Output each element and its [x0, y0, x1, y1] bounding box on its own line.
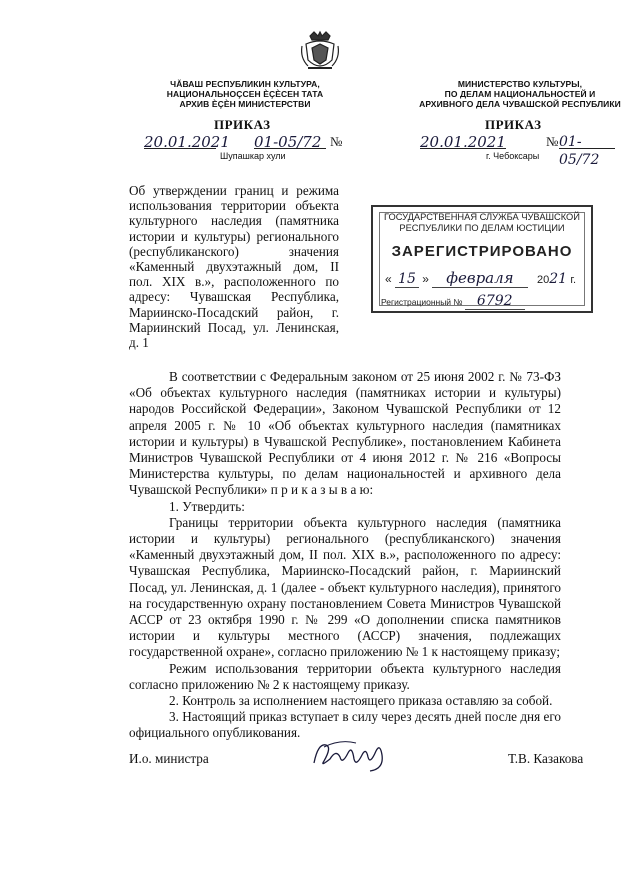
stamp-agency: [373, 212, 591, 234]
stamp-date: [385, 269, 576, 287]
stamp-status: ЗАРЕГИСТРИРОВАНО: [391, 243, 573, 260]
header-right-line: ПО ДЕЛАМ НАЦИОНАЛЬНОСТЕЙ И: [444, 89, 596, 99]
header-right-line: МИНИСТЕРСТВО КУЛЬТУРЫ,: [457, 79, 583, 89]
handwritten-signature: [310, 735, 390, 775]
item-1-paragraph: 1. Утвердить:: [169, 498, 245, 514]
header-left-line: ЧӐВАШ РЕСПУБЛИКИН КУЛЬТУРА,: [170, 79, 320, 89]
stamp-year-prefix: 20: [536, 274, 550, 286]
stamp-close-quote: »: [422, 272, 429, 286]
item-1b-paragraph: Режим использования территории объекта культурного наследия согласно приложению № 2 к настоящему приказу.: [129, 660, 561, 692]
number-field-left: [254, 133, 326, 149]
stamp-year-letter: г.: [570, 274, 577, 286]
date-field-left: [144, 133, 230, 151]
number-field-right: [559, 133, 615, 168]
document-body: [129, 369, 561, 742]
doc-type-left: ПРИКАЗ: [214, 117, 271, 132]
header-right-organization: [410, 79, 630, 109]
item-3-paragraph: 3. Настоящий приказ вступает в силу через десять дней после дня его официального опубликования.: [129, 709, 561, 741]
stamp-agency-line: ГОСУДАРСТВЕННАЯ СЛУЖБА ЧУВАШСКОЙ: [384, 212, 580, 222]
number-left: 01-05/72: [254, 133, 322, 151]
coat-of-arms-emblem: [298, 30, 342, 74]
stamp-reg-label: Регистрационный №: [381, 297, 463, 307]
signatory-position: И.о. министра: [129, 751, 209, 766]
stamp-month: февраля: [432, 269, 527, 288]
date-left: 20.01.2021: [144, 133, 230, 151]
stamp-open-quote: «: [385, 272, 392, 286]
item-1a-paragraph: Границы территории объекта культурного наследия (памятника истории и культуры) регионального (республиканского) значения «Каменный двухэтажный дом, II пол. XIX в.», расположенного по адресу: Чувашская Республика, Мариинско-Посадский район, г. Мариинский Посад, ул. Ленинская, д. 1 (далее - объект культурного наследия), принятого на государственную охрану постановлением Совета Министров Чувашской АССР от 23 октября 1990 г. № 299 «О дополнении списка памятников истории и культуры местного (АССР) значения, подлежащих государственной охране», согласно приложению № 1 к настоящему приказу;: [129, 514, 561, 660]
date-field-right: [420, 133, 506, 149]
header-left-line: АРХИВ ÈÇÈН МИНИСТЕРСТВИ: [179, 99, 311, 109]
stamp-reg-number: 6792: [465, 293, 525, 310]
header-left-organization: [160, 79, 330, 109]
stamp-day: 15: [395, 271, 419, 288]
preamble-paragraph: В соответствии с Федеральным законом от 25 июня 2002 г. № 73-ФЗ «Об объектах культурного наследия (памятниках истории и культуры) народов Российской Федерации», Законом Чувашской Республики от 12 апреля 2005 г. № 10 «Об объектах культурного наследия (памятниках истории и культуры) в Чувашской Республике», постановлением Кабинета Министров Чувашской Республики от 4 июня 2012 г. № 216 «Вопросы Министерства культуры, по делам национальностей и архивного дела Чувашской Республики» п р и к а з ы в а ю:: [129, 369, 561, 498]
stamp-registration: [381, 293, 525, 309]
document-title: Об утверждении границ и режима использования территории объекта культурного наследия (памятника истории и культуры) регионального (республиканского) значения «Каменный двухэтажный дом, II пол. XIX в.», расположенного по адресу: Чувашская Республика, Мариинско-Посадский район, г. Мариинский Посад, ул. Ленинская, д. 1: [129, 183, 339, 351]
registration-stamp: [371, 205, 593, 313]
number-sign-left: №: [330, 134, 343, 149]
number-right: 01-05/72: [559, 134, 600, 168]
header-left-line: НАЦИОНАЛЬНОÇСЕН ÈÇÈСЕН ТАТА: [166, 89, 324, 99]
stamp-year-suffix: 21: [549, 271, 568, 287]
stamp-agency-line: РЕСПУБЛИКИ ПО ДЕЛАМ ЮСТИЦИИ: [399, 223, 565, 233]
number-sign-right: №: [546, 134, 559, 149]
item-2-paragraph: 2. Контроль за исполнением настоящего приказа оставляю за собой.: [169, 693, 553, 709]
header-right-line: АРХИВНОГО ДЕЛА ЧУВАШСКОЙ РЕСПУБЛИКИ: [419, 99, 621, 109]
place-left: Шупашкар хули: [220, 151, 286, 161]
date-right: 20.01.2021: [420, 133, 506, 151]
signatory-name: Т.В. Казакова: [508, 751, 584, 766]
place-right: г. Чебоксары: [486, 151, 540, 161]
doc-type-right: ПРИКАЗ: [485, 117, 542, 132]
